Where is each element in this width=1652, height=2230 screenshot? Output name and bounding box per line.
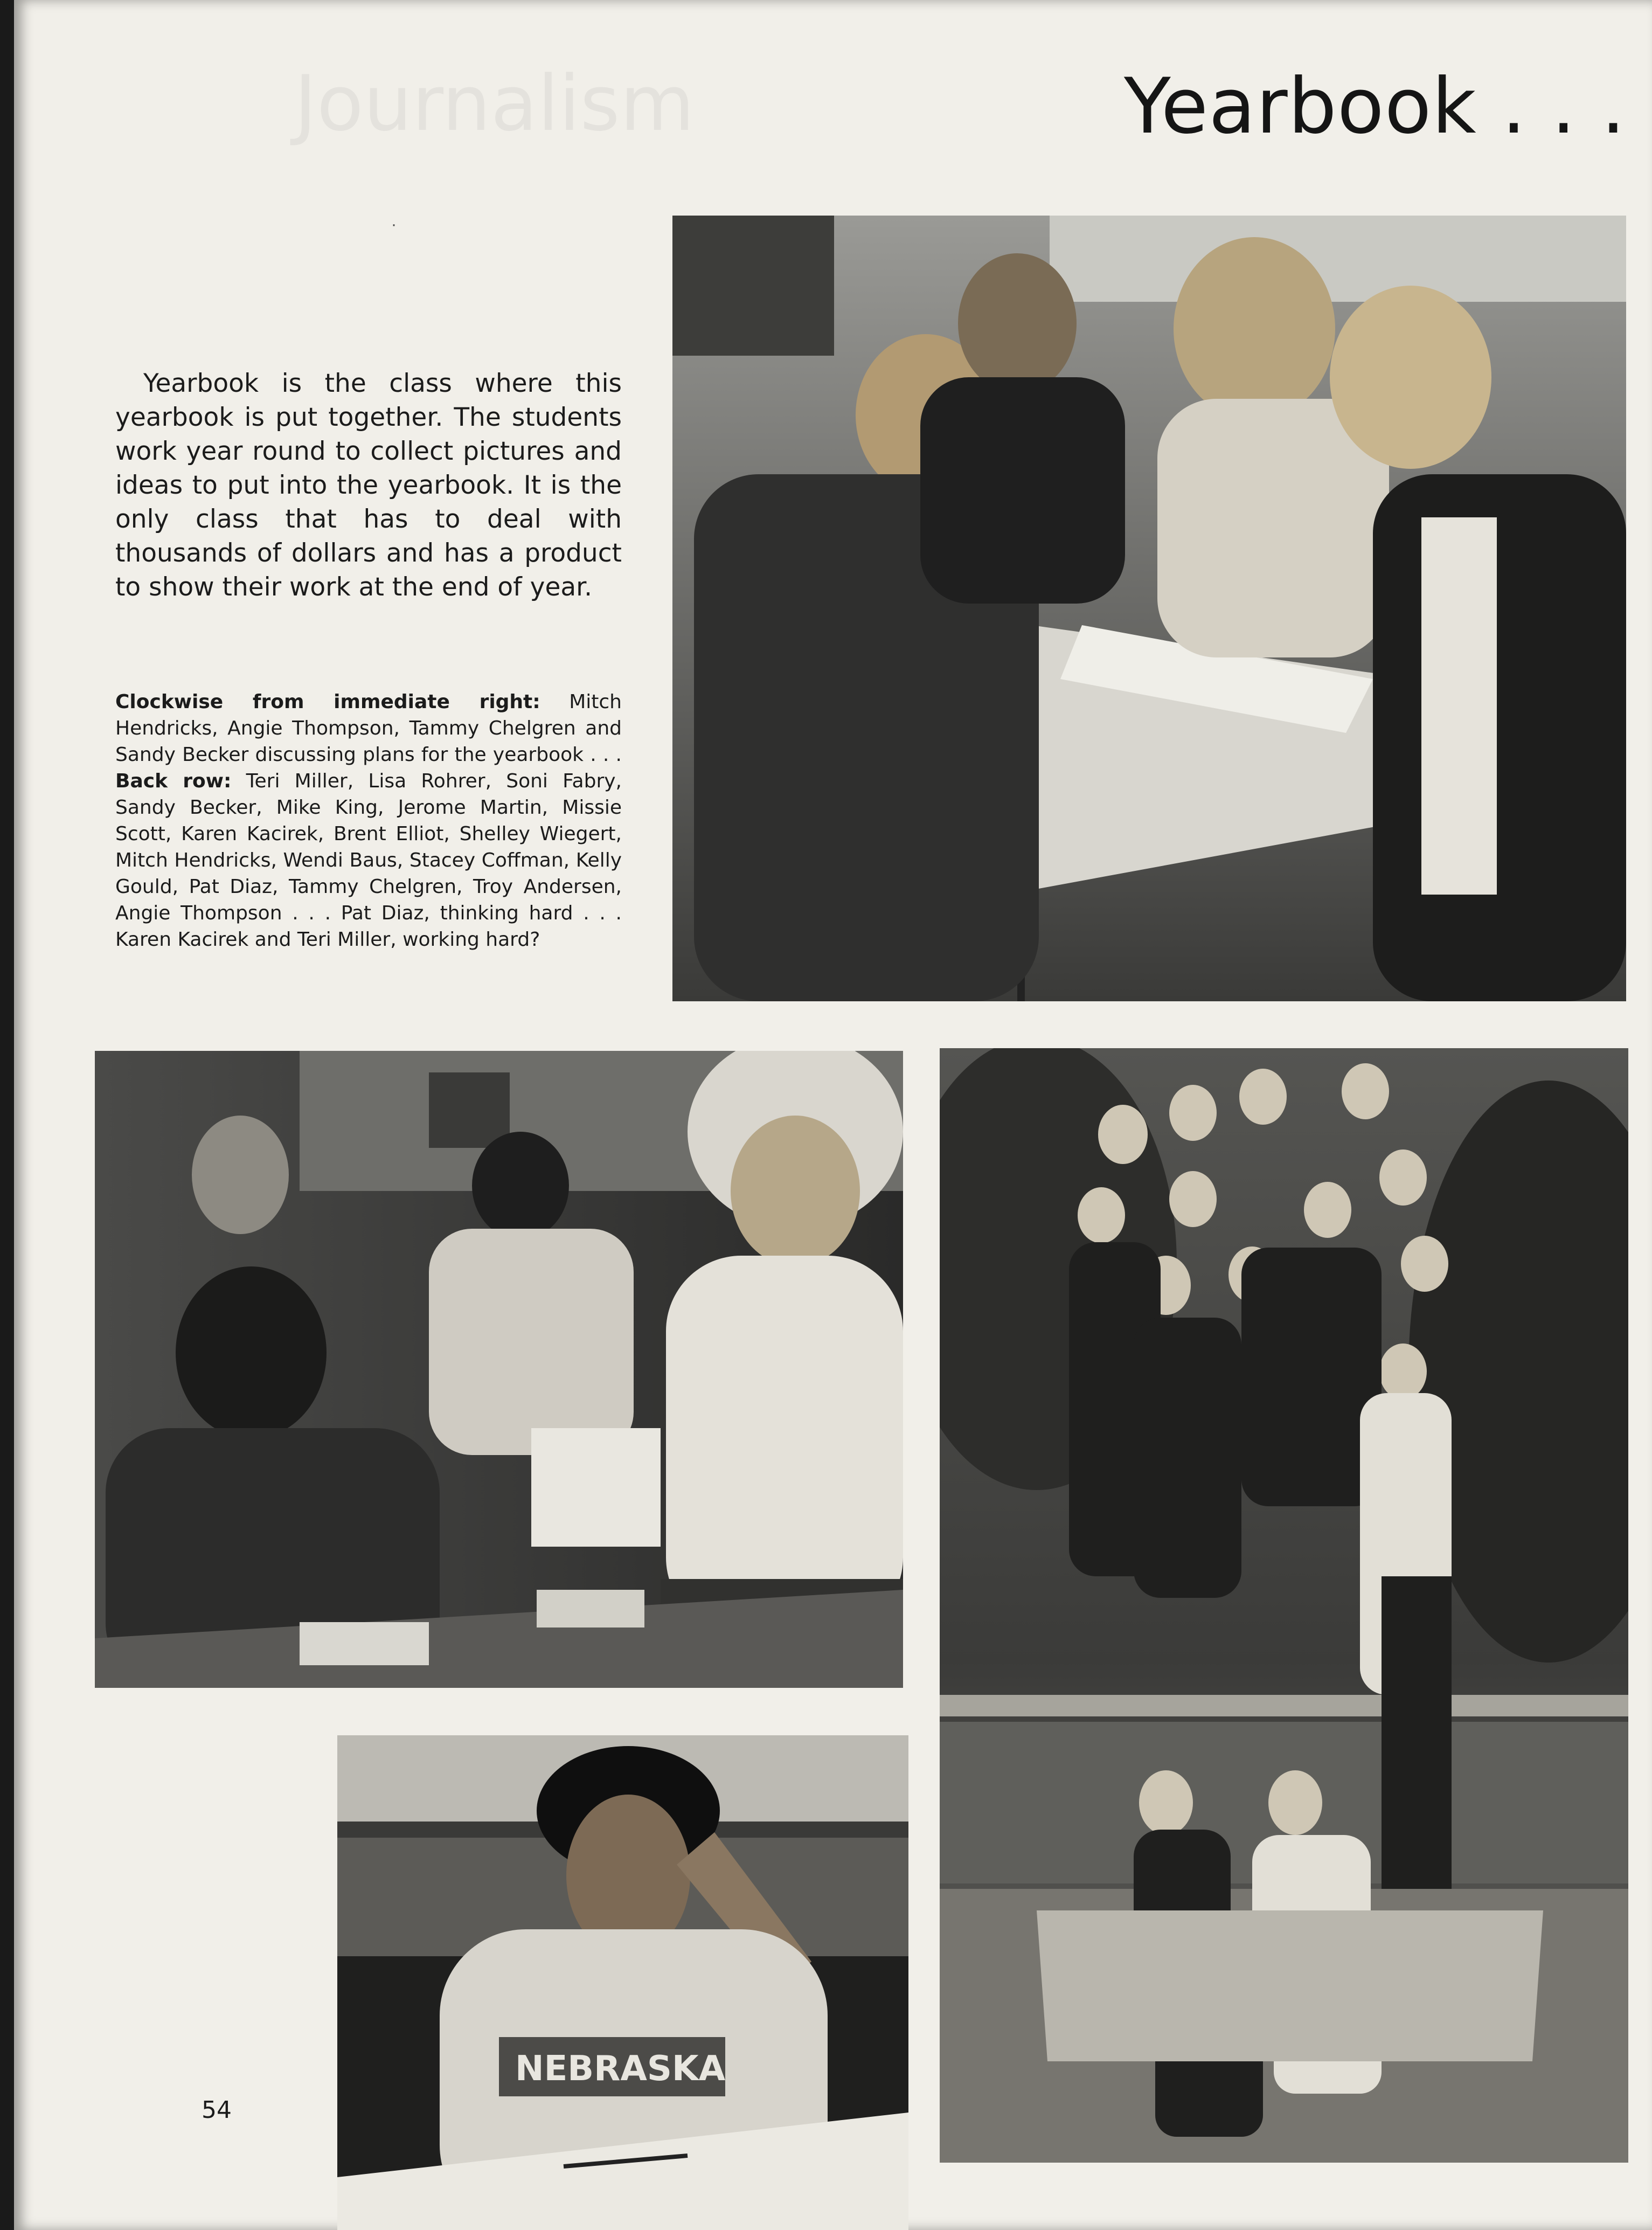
yearbook-page (14, 0, 1652, 2230)
intro-paragraph: Yearbook is the class where this yearbook is put together. The students work year round to collect pictures and ideas to put into the yearbook. It is the only class that has to deal with thousands of dollars and has a product to show their work at the end of year. (115, 369, 622, 602)
page-number: 54 (202, 2096, 232, 2124)
bleed-through-text: Journalism (294, 59, 695, 148)
photo-planning-table (672, 216, 1626, 1001)
photo-group-back-row (940, 1048, 1628, 2163)
caption-lead-label: Clockwise from immediate right: (115, 691, 540, 713)
photo-thinking-hard (337, 1735, 908, 2230)
shirt-print: NEBRASKA (515, 2049, 726, 2089)
photo-sorting-pictures (95, 1051, 903, 1688)
page-title: Yearbook . . . (1124, 62, 1626, 151)
caption-lead-text: Mitch Hendricks, Angie Thompson, Tammy Chelgren and Sandy Becker discussing plans for the yearbook . . . (115, 691, 622, 766)
photo-caption (115, 689, 622, 953)
caption-back-text: Teri Miller, Lisa Rohrer, Soni Fabry, Sandy Becker, Mike King, Jerome Martin, Missie Scott, Karen Kacirek, Brent Elliot, Shelley Wiegert, Mitch Hendricks, Wendi Baus, Stacey Coffman, Kelly Gould, Pat Diaz, Tammy Chelgren, Troy Andersen, Angie Thompson . . . Pat Diaz, thinking hard . . . Karen Kacirek and Teri Miller, working hard? (115, 770, 622, 951)
ink-speck: · (391, 216, 397, 233)
caption-back-label: Back row: (115, 770, 232, 792)
